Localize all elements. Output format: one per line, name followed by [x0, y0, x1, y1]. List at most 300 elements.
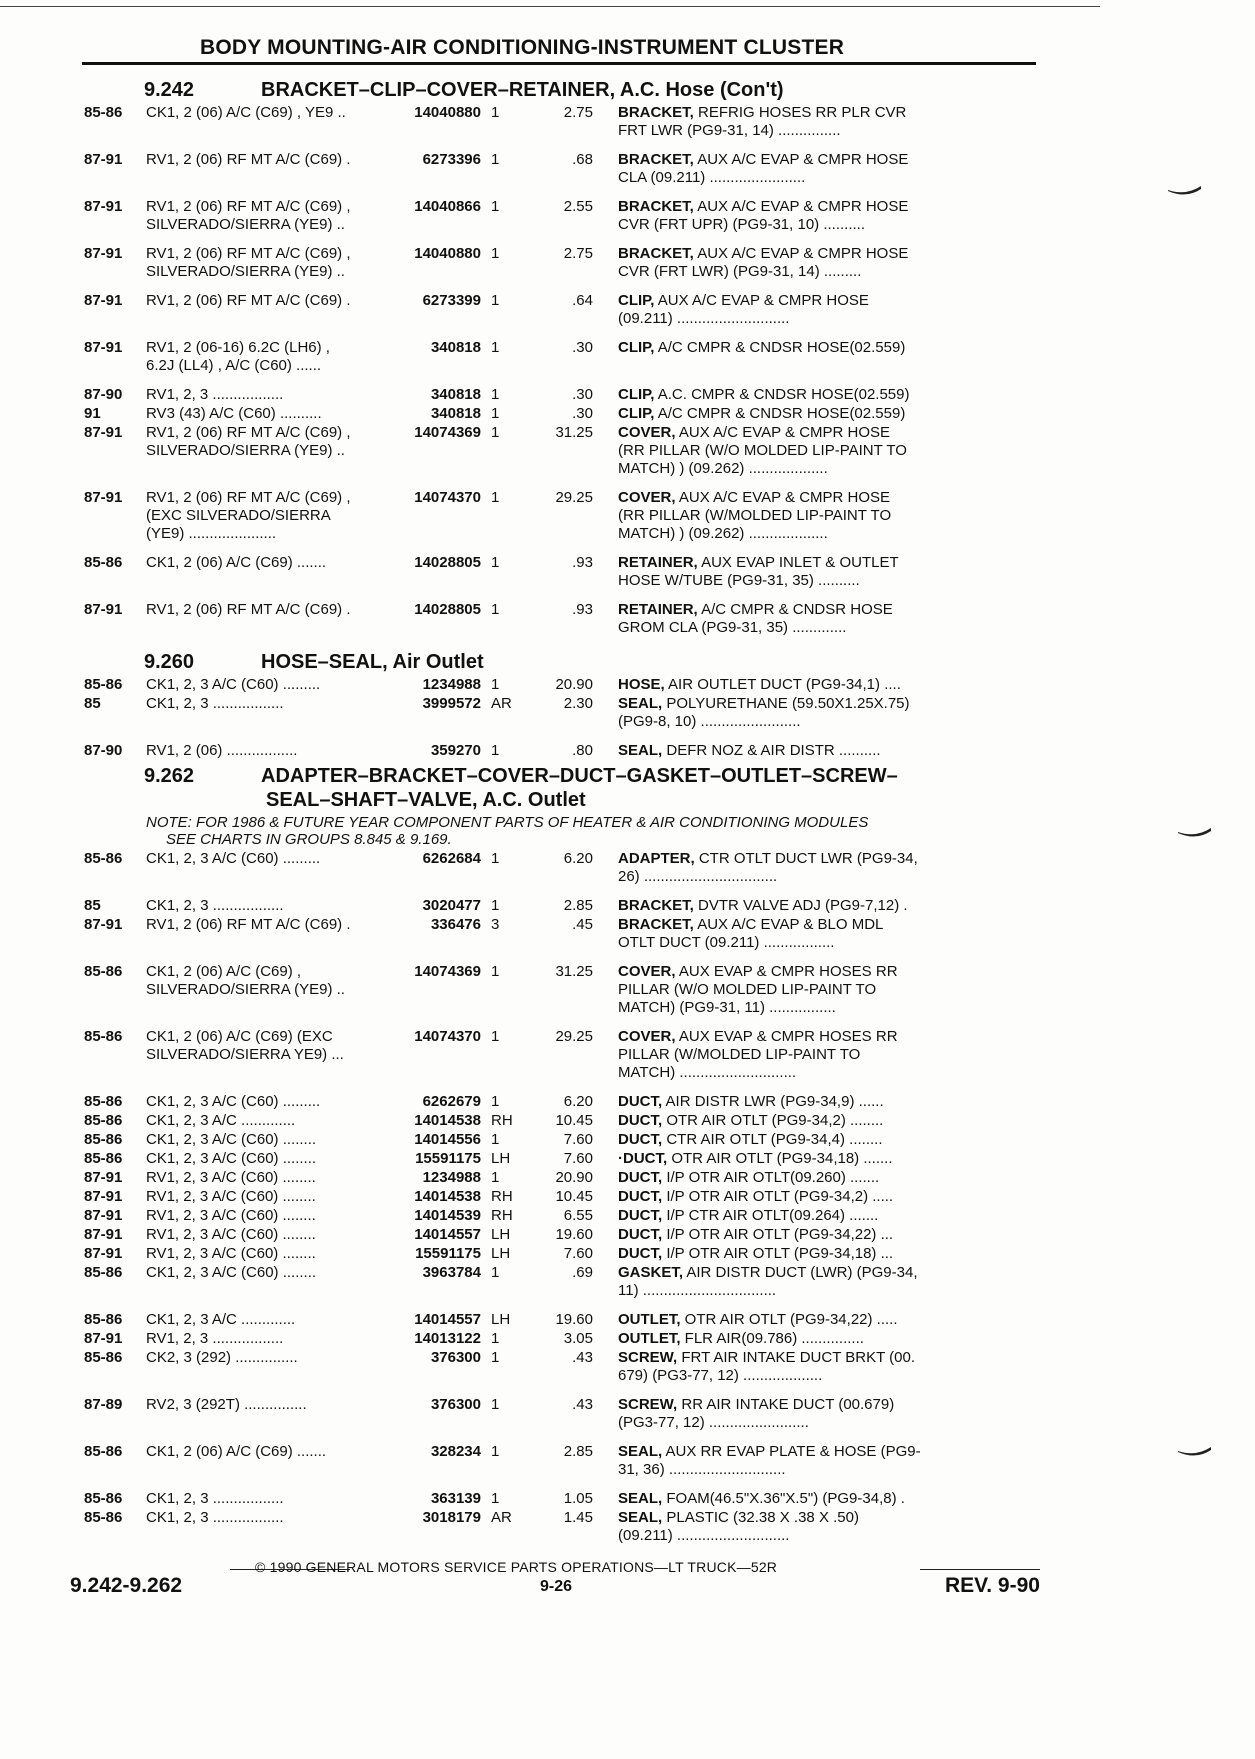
- model-years: 85-86: [84, 104, 123, 121]
- application-line: RV2, 3 (292T) ...............: [146, 1396, 307, 1413]
- part-name: RETAINER,: [618, 601, 698, 618]
- quantity: 1: [491, 963, 500, 980]
- description: [593, 1207, 983, 1225]
- price: .43: [572, 1396, 593, 1413]
- application: [146, 1207, 399, 1225]
- description-line: [618, 1150, 983, 1168]
- quantity: RH: [491, 1207, 513, 1224]
- part-number: 15591175: [415, 1150, 481, 1167]
- description-text: OTR AIR OTLT (PG9-34,2) ........: [666, 1112, 884, 1129]
- description-line: HOSE W/TUBE (PG9-31, 35) ..........: [618, 572, 860, 589]
- description: [593, 1093, 983, 1111]
- price: 20.90: [555, 676, 593, 693]
- description-line: [618, 1490, 983, 1508]
- page-title: BODY MOUNTING-AIR CONDITIONING-INSTRUMENT CLUSTER: [200, 36, 845, 59]
- description-text: A/C CMPR & CNDSR HOSE: [701, 601, 893, 618]
- part-row: [84, 1443, 1040, 1479]
- description: [593, 1311, 983, 1329]
- price: 6.20: [563, 850, 593, 867]
- quantity: 1: [491, 897, 500, 914]
- price: .68: [572, 151, 593, 168]
- application: [146, 198, 399, 234]
- section-number: 9.242: [144, 79, 195, 101]
- part-number: 1234988: [422, 1169, 481, 1186]
- quantity: RH: [491, 1188, 513, 1205]
- description-line: [618, 916, 983, 934]
- part-row: [84, 386, 1040, 404]
- description: [593, 601, 983, 637]
- part-row: [84, 897, 1040, 915]
- model-years: 85-86: [84, 1093, 123, 1110]
- application-line: SILVERADO/SIERRA YE9) ...: [146, 1046, 344, 1063]
- description: [593, 1131, 983, 1149]
- description-line: [618, 601, 983, 619]
- description-line: [618, 676, 983, 694]
- description: [593, 554, 983, 590]
- application-line: RV1, 2 (06) RF MT A/C (C69) ,: [146, 245, 351, 262]
- part-name: DUCT,: [618, 1188, 663, 1205]
- part-row: [84, 1207, 1040, 1225]
- part-row: [84, 1509, 1040, 1545]
- part-number: 14040866: [414, 198, 481, 215]
- description-line: (09.211) ...........................: [618, 310, 790, 327]
- description-text: CTR AIR OTLT (PG9-34,4) ........: [666, 1131, 883, 1148]
- model-years: 85: [84, 695, 101, 712]
- model-years: 87-91: [84, 151, 123, 168]
- quantity: 1: [491, 554, 500, 571]
- section-title: HOSE–SEAL, Air Outlet: [261, 651, 484, 673]
- model-years: 87-91: [84, 339, 123, 356]
- application-line: RV1, 2, 3 .................: [146, 1330, 284, 1347]
- description: [593, 1150, 983, 1168]
- application-line: (YE9) .....................: [146, 525, 277, 542]
- part-number: 14014557: [414, 1226, 481, 1243]
- application-line: RV1, 2 (06) RF MT A/C (C69) ,: [146, 489, 351, 506]
- application: [146, 424, 399, 478]
- description-text: A.C. CMPR & CNDSR HOSE(02.559): [657, 386, 910, 403]
- model-years: 85-86: [84, 1131, 123, 1148]
- part-number: 6273399: [422, 292, 481, 309]
- model-years: 87-91: [84, 424, 123, 441]
- part-row: [84, 1112, 1040, 1130]
- description-line: OTLT DUCT (09.211) .................: [618, 934, 835, 951]
- application-line: SILVERADO/SIERRA (YE9) ..: [146, 981, 345, 998]
- model-years: 85-86: [84, 554, 123, 571]
- description: [593, 1349, 983, 1385]
- section-note: [84, 814, 1040, 848]
- quantity: 1: [491, 198, 500, 215]
- application: [146, 1188, 399, 1206]
- application: [146, 916, 399, 952]
- application: [146, 1150, 399, 1168]
- description-text: I/P OTR AIR OTLT (PG9-34,2) .....: [666, 1188, 894, 1205]
- quantity: LH: [491, 1226, 511, 1243]
- description-line: (RR PILLAR (W/O MOLDED LIP-PAINT TO: [618, 442, 907, 459]
- model-years: 87-91: [84, 1226, 123, 1243]
- part-number: 14040880: [414, 104, 481, 121]
- part-number: 6273396: [422, 151, 481, 168]
- description: [593, 1490, 983, 1508]
- part-row: [84, 405, 1040, 423]
- application-line: RV3 (43) A/C (C60) ..........: [146, 405, 322, 422]
- description-text: I/P OTR AIR OTLT (PG9-34,22) ...: [666, 1226, 894, 1243]
- description-line: PILLAR (W/MOLDED LIP-PAINT TO: [618, 1046, 861, 1063]
- model-years: 87-91: [84, 245, 123, 262]
- note-line: NOTE: FOR 1986 & FUTURE YEAR COMPONENT PARTS OF HEATER & AIR CONDITIONING MODULES: [146, 814, 869, 831]
- part-row: [84, 489, 1040, 543]
- application-line: RV1, 2 (06) RF MT A/C (C69) .: [146, 916, 351, 933]
- application-line: CK1, 2, 3 .................: [146, 695, 284, 712]
- model-years: 85-86: [84, 1443, 123, 1460]
- quantity: 1: [491, 1028, 500, 1045]
- description: [593, 1509, 983, 1545]
- part-number: 15591175: [415, 1245, 481, 1262]
- description-line: 31, 36) ............................: [618, 1461, 786, 1478]
- quantity: 1: [491, 292, 500, 309]
- model-years: 85-86: [84, 1311, 123, 1328]
- description-line: [618, 198, 983, 216]
- description: [593, 424, 983, 478]
- part-name: OUTLET,: [618, 1311, 681, 1328]
- price: 1.45: [563, 1509, 593, 1526]
- quantity: AR: [491, 695, 512, 712]
- application: [146, 1112, 399, 1130]
- part-name: BRACKET,: [618, 198, 694, 215]
- description: [593, 151, 983, 187]
- part-row: [84, 1330, 1040, 1348]
- part-row: [84, 151, 1040, 187]
- quantity: 1: [491, 104, 500, 121]
- part-name: DUCT,: [618, 1131, 663, 1148]
- description-line: (PG3-77, 12) ........................: [618, 1414, 809, 1431]
- quantity: 1: [491, 1443, 500, 1460]
- note-line: SEE CHARTS IN GROUPS 8.845 & 9.169.: [166, 831, 452, 848]
- part-number: 14013122: [414, 1330, 481, 1347]
- description-text: AUX A/C EVAP & CMPR HOSE: [678, 489, 891, 506]
- quantity: LH: [491, 1311, 511, 1328]
- description-text: AIR DISTR DUCT (LWR) (PG9-34,: [686, 1264, 918, 1281]
- application: [146, 1226, 399, 1244]
- part-name: ·DUCT,: [618, 1150, 668, 1167]
- section-heading: [84, 76, 1040, 104]
- description-text: OTR AIR OTLT (PG9-34,22) .....: [684, 1311, 898, 1328]
- price: .30: [572, 405, 593, 422]
- model-years: 87-90: [84, 742, 123, 759]
- price: 10.45: [555, 1112, 593, 1129]
- description: [593, 916, 983, 952]
- description: [593, 245, 983, 281]
- application-line: RV1, 2 (06-16) 6.2C (LH6) ,: [146, 339, 330, 356]
- part-row: [84, 1093, 1040, 1111]
- part-name: SCREW,: [618, 1349, 678, 1366]
- application-line: SILVERADO/SIERRA (YE9) ..: [146, 263, 345, 280]
- part-name: SEAL,: [618, 1509, 663, 1526]
- description-text: DVTR VALVE ADJ (PG9-7,12) .: [698, 897, 908, 914]
- description-text: AUX A/C EVAP & CMPR HOSE: [657, 292, 869, 309]
- description-line: [618, 1349, 983, 1367]
- application-line: RV1, 2, 3 A/C (C60) ........: [146, 1226, 316, 1243]
- description-text: AUX A/C EVAP & CMPR HOSE: [697, 198, 909, 215]
- price: 7.60: [563, 1131, 593, 1148]
- description-text: POLYURETHANE (59.50X1.25X.75): [666, 695, 910, 712]
- price: .43: [572, 1349, 593, 1366]
- description: [593, 1226, 983, 1244]
- part-name: BRACKET,: [618, 151, 694, 168]
- application: [146, 339, 399, 375]
- application: [146, 1349, 399, 1385]
- part-name: BRACKET,: [618, 245, 694, 262]
- price: 19.60: [555, 1311, 593, 1328]
- description-line: CVR (FRT LWR) (PG9-31, 14) .........: [618, 263, 862, 280]
- model-years: 87-91: [84, 1207, 123, 1224]
- application-line: CK1, 2 (06) A/C (C69) .......: [146, 1443, 327, 1460]
- part-row: [84, 1245, 1040, 1263]
- description: [593, 1443, 983, 1479]
- part-row: [84, 695, 1040, 731]
- application-line: CK1, 2, 3 A/C (C60) .........: [146, 676, 321, 693]
- model-years: 87-89: [84, 1396, 123, 1413]
- description: [593, 198, 983, 234]
- footer-revision: REV. 9-90: [945, 1574, 1040, 1597]
- part-row: [84, 742, 1040, 760]
- description-line: PILLAR (W/O MOLDED LIP-PAINT TO: [618, 981, 877, 998]
- price: 7.60: [563, 1245, 593, 1262]
- price: 19.60: [555, 1226, 593, 1243]
- price: 31.25: [555, 424, 593, 441]
- part-name: CLIP,: [618, 386, 655, 403]
- part-number: 14074369: [414, 963, 481, 980]
- description-line: (PG9-8, 10) ........................: [618, 713, 801, 730]
- price: .64: [572, 292, 593, 309]
- application-line: RV1, 2 (06) RF MT A/C (C69) ,: [146, 424, 351, 441]
- footer-section-range: 9.242-9.262: [70, 1574, 183, 1597]
- part-name: ADAPTER,: [618, 850, 695, 867]
- description-line: [618, 424, 983, 442]
- application: [146, 601, 399, 637]
- model-years: 85-86: [84, 1150, 123, 1167]
- application-line: CK1, 2 (06) A/C (C69) ,: [146, 963, 302, 980]
- description-line: [618, 1131, 983, 1149]
- application-line: CK1, 2 (06) A/C (C69) (EXC: [146, 1028, 333, 1045]
- application: [146, 1169, 399, 1187]
- description-line: [618, 1188, 983, 1206]
- quantity: 1: [491, 339, 500, 356]
- description-text: PLASTIC (32.38 X .38 X .50): [666, 1509, 859, 1526]
- description-text: AIR DISTR LWR (PG9-34,9) ......: [665, 1093, 884, 1110]
- part-row: [84, 1169, 1040, 1187]
- model-years: 87-91: [84, 1330, 123, 1347]
- description-line: [618, 1264, 983, 1282]
- model-years: 87-91: [84, 1245, 123, 1262]
- part-row: [84, 104, 1040, 140]
- part-row: [84, 1311, 1040, 1329]
- part-row: [84, 292, 1040, 328]
- part-number: 14014538: [414, 1188, 481, 1205]
- part-number: 3020477: [422, 897, 481, 914]
- description-text: I/P OTR AIR OTLT (PG9-34,18) ...: [666, 1245, 894, 1262]
- description-line: 11) ................................: [618, 1282, 777, 1299]
- quantity: 1: [491, 742, 500, 759]
- part-name: RETAINER,: [618, 554, 698, 571]
- part-number: 1234988: [422, 676, 481, 693]
- model-years: 87-91: [84, 601, 123, 618]
- description-line: [618, 1028, 983, 1046]
- part-name: GASKET,: [618, 1264, 684, 1281]
- part-name: DUCT,: [618, 1207, 663, 1224]
- quantity: 1: [491, 1131, 500, 1148]
- application: [146, 1311, 399, 1329]
- application-line: RV1, 2, 3 A/C (C60) ........: [146, 1188, 316, 1205]
- description-line: [618, 1509, 983, 1527]
- part-number: 328234: [430, 1443, 481, 1460]
- description: [593, 897, 983, 915]
- description-line: [618, 1226, 983, 1244]
- description: [593, 386, 983, 404]
- part-number: 14074370: [414, 489, 481, 506]
- part-number: 340818: [430, 339, 481, 356]
- description-text: AUX A/C EVAP & CMPR HOSE: [678, 424, 891, 441]
- price: 29.25: [555, 489, 593, 506]
- model-years: 85-86: [84, 1028, 123, 1045]
- quantity: 1: [491, 850, 500, 867]
- quantity: 1: [491, 151, 500, 168]
- application: [146, 1264, 399, 1300]
- application-line: RV1, 2 (06) .................: [146, 742, 298, 759]
- price: .93: [572, 601, 593, 618]
- application-line: 6.2J (LL4) , A/C (C60) ......: [146, 357, 322, 374]
- quantity: 1: [491, 676, 500, 693]
- model-years: 85-86: [84, 1349, 123, 1366]
- description: [593, 1112, 983, 1130]
- application: [146, 1509, 399, 1545]
- application: [146, 489, 399, 543]
- part-row: [84, 1150, 1040, 1168]
- description-line: [618, 245, 983, 263]
- model-years: 87-90: [84, 386, 123, 403]
- application: [146, 742, 399, 760]
- description-line: [618, 386, 983, 404]
- description: [593, 1330, 983, 1348]
- model-years: 85-86: [84, 1112, 123, 1129]
- application: [146, 1330, 399, 1348]
- description-text: REFRIG HOSES RR PLR CVR: [698, 104, 907, 121]
- application-line: CK1, 2, 3 .................: [146, 1490, 284, 1507]
- binding-mark-icon: [1178, 828, 1212, 840]
- part-name: CLIP,: [618, 339, 655, 356]
- application-line: (EXC SILVERADO/SIERRA: [146, 507, 331, 524]
- price: .69: [572, 1264, 593, 1281]
- application-line: CK1, 2 (06) A/C (C69) , YE9 ..: [146, 104, 346, 121]
- description: [593, 405, 983, 423]
- quantity: 1: [491, 601, 500, 618]
- description-line: [618, 1169, 983, 1187]
- description-line: CVR (FRT UPR) (PG9-31, 10) ..........: [618, 216, 865, 233]
- application-line: RV1, 2 (06) RF MT A/C (C69) ,: [146, 198, 351, 215]
- description-line: 679) (PG3-77, 12) ...................: [618, 1367, 823, 1384]
- price: 2.30: [563, 695, 593, 712]
- description: [593, 104, 983, 140]
- description-text: AUX A/C EVAP & CMPR HOSE: [697, 245, 909, 262]
- price: .93: [572, 554, 593, 571]
- application: [146, 963, 399, 1017]
- description-line: [618, 1112, 983, 1130]
- section-title-continued: SEAL–SHAFT–VALVE, A.C. Outlet: [266, 789, 586, 811]
- application-line: CK2, 3 (292) ...............: [146, 1349, 298, 1366]
- application: [146, 1093, 399, 1111]
- part-name: COVER,: [618, 489, 676, 506]
- part-name: BRACKET,: [618, 104, 694, 121]
- price: 1.05: [563, 1490, 593, 1507]
- description-text: AUX A/C EVAP & BLO MDL: [697, 916, 884, 933]
- description-text: FRT AIR INTAKE DUCT BRKT (00.: [681, 1349, 916, 1366]
- part-name: DUCT,: [618, 1112, 663, 1129]
- description-text: RR AIR INTAKE DUCT (00.679): [681, 1396, 895, 1413]
- quantity: 1: [491, 245, 500, 262]
- price: 31.25: [555, 963, 593, 980]
- part-number: 14014538: [414, 1112, 481, 1129]
- quantity: 1: [491, 424, 500, 441]
- price: 2.85: [563, 897, 593, 914]
- top-rule: [0, 6, 1100, 7]
- application: [146, 554, 399, 590]
- quantity: 1: [491, 386, 500, 403]
- description-line: [618, 1245, 983, 1263]
- model-years: 85-86: [84, 676, 123, 693]
- quantity: AR: [491, 1509, 512, 1526]
- part-name: SCREW,: [618, 1396, 678, 1413]
- part-name: SEAL,: [618, 1443, 663, 1460]
- price: 10.45: [555, 1188, 593, 1205]
- part-row: [84, 245, 1040, 281]
- part-name: SEAL,: [618, 695, 663, 712]
- part-number: 6262679: [422, 1093, 481, 1110]
- part-number: 340818: [430, 386, 481, 403]
- part-row: [84, 1188, 1040, 1206]
- description-line: [618, 1207, 983, 1225]
- model-years: 87-91: [84, 489, 123, 506]
- description: [593, 676, 983, 694]
- part-row: [84, 676, 1040, 694]
- part-name: COVER,: [618, 1028, 676, 1045]
- model-years: 85: [84, 897, 101, 914]
- part-name: BRACKET,: [618, 916, 694, 933]
- description-text: A/C CMPR & CNDSR HOSE(02.559): [657, 405, 906, 422]
- part-name: DUCT,: [618, 1226, 663, 1243]
- part-name: CLIP,: [618, 405, 655, 422]
- description-line: [618, 151, 983, 169]
- price: 2.75: [563, 104, 593, 121]
- quantity: LH: [491, 1150, 511, 1167]
- price: .30: [572, 386, 593, 403]
- application-line: RV1, 2, 3 A/C (C60) ........: [146, 1207, 316, 1224]
- quantity: 1: [491, 1264, 500, 1281]
- description-text: I/P OTR AIR OTLT(09.260) .......: [666, 1169, 880, 1186]
- application-line: RV1, 2 (06) RF MT A/C (C69) .: [146, 601, 351, 618]
- part-number: 376300: [430, 1396, 481, 1413]
- part-row: [84, 1490, 1040, 1508]
- part-row: [84, 424, 1040, 478]
- part-name: BRACKET,: [618, 897, 694, 914]
- description: [593, 1396, 983, 1432]
- part-row: [84, 1264, 1040, 1300]
- application: [146, 695, 399, 731]
- application: [146, 1245, 399, 1263]
- part-number: 14028805: [414, 554, 481, 571]
- description-line: MATCH) ............................: [618, 1064, 797, 1081]
- model-years: 87-91: [84, 1188, 123, 1205]
- description-text: FOAM(46.5"X.36"X.5") (PG9-34,8) .: [666, 1490, 905, 1507]
- quantity: 1: [491, 1349, 500, 1366]
